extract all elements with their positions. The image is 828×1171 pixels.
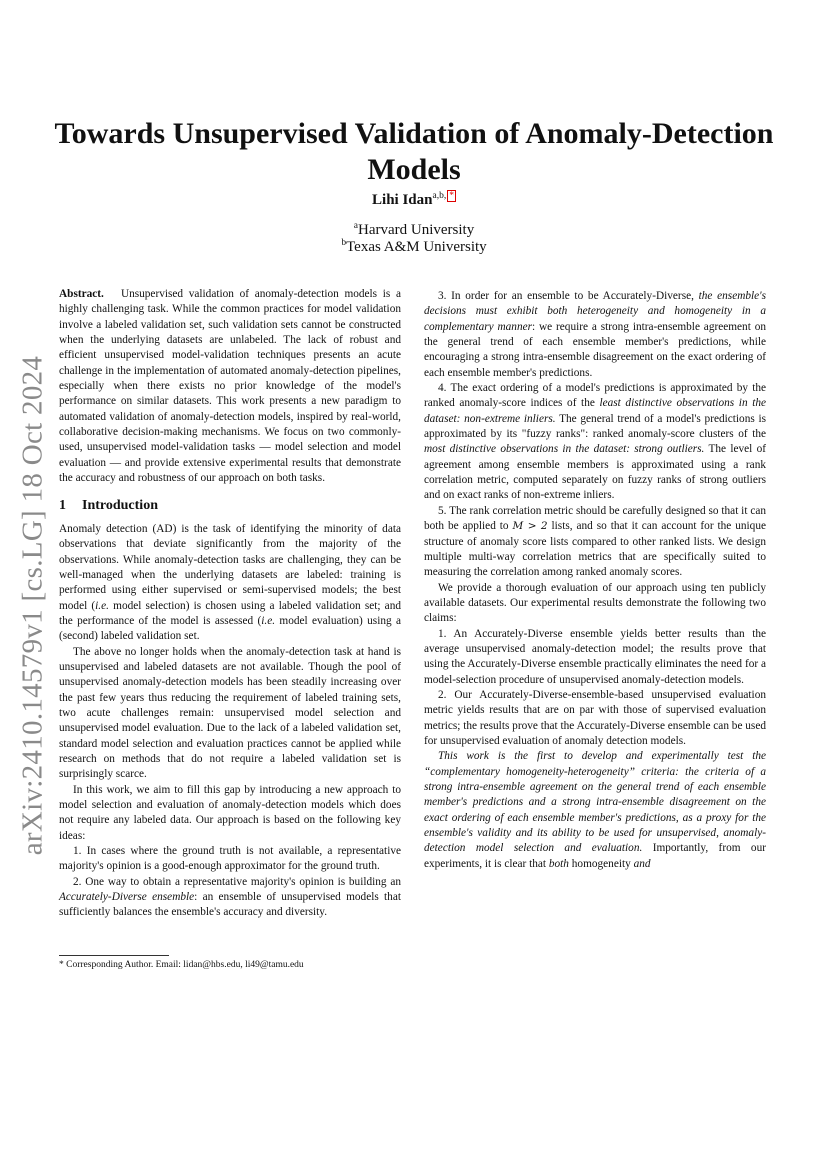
key-idea-2: 2. One way to obtain a representative majority's opinion is building an Accurately-Diverse ensemble: an ensemble of unsupervised models that sufficiently balances the ensemble's accuracy and diversity. bbox=[59, 875, 401, 919]
math-inline: M > 2 bbox=[512, 520, 548, 533]
abstract bbox=[59, 287, 401, 486]
affiliation-b-name: Texas A&M University bbox=[346, 239, 487, 255]
footnote-corresponding-author: * Corresponding Author. Email: lidan@hbs.edu, li49@tamu.edu bbox=[59, 960, 304, 970]
section-heading-introduction bbox=[59, 498, 401, 513]
author-name: Lihi Idan bbox=[372, 192, 433, 208]
key-idea-5: 5. The rank correlation metric should be carefully designed so that it can both be applied to M > 2 lists, and so that it can account for the unique structure of anomaly score lists compared to other ranked lists. We design multiple multi-way correlation metrics that are specifically suited to measuring the correlation among ranked anomaly scores. bbox=[424, 504, 766, 579]
key-idea-4: 4. The exact ordering of a model's predictions is approximated by the ranked anomaly-score indices of the least distinctive observations in the dataset: non-extreme inliers. The general trend of a model's predictions is approximated by its "fuzzy ranks": ranked anomaly-score clusters of the most distinctive observations in the dataset: strong outliers. The level of agreement among ensemble members is approximated using a rank correlation metric, computed separately on fuzzy ranks of strong outliers and on exact ranks of non-extreme inliers. bbox=[424, 382, 766, 502]
claim-2: 2. Our Accurately-Diverse-ensemble-based unsupervised evaluation metric yields results that are on par with those of supervised evaluation metrics; the results prove that the Accurately-Diverse ensemble can be used for unsupervised evaluation of anomaly detection models. bbox=[424, 688, 766, 747]
author-affil-marks: a,b, bbox=[432, 191, 447, 201]
affiliation-b bbox=[50, 238, 778, 256]
section-number: 1 bbox=[59, 498, 66, 514]
affiliation-a-mark: a bbox=[353, 221, 358, 231]
intro-paragraph-4: We provide a thorough evaluation of our approach using ten publicly available datasets. Our experimental results demonstrate the following two claims: bbox=[424, 581, 766, 625]
paper-title: Towards Unsupervised Validation of Anomaly-Detection Models bbox=[54, 117, 774, 186]
claim-1: 1. An Accurately-Diverse ensemble yields better results than the average unsupervised anomaly-detection model; the results prove that using the Accurately-Diverse ensemble practically eliminates the need for a model-selection procedure of unsupervised anomaly-detection models. bbox=[424, 627, 766, 686]
abstract-label: Abstract. bbox=[59, 288, 104, 300]
section-title: Introduction bbox=[82, 498, 158, 514]
arxiv-stamp-text: arXiv:2410.14579v1 [cs.LG] 18 Oct 2024 bbox=[16, 355, 49, 855]
affiliation-b-mark: b bbox=[341, 238, 347, 248]
left-column bbox=[59, 287, 401, 921]
key-idea-1: 1. In cases where the ground truth is not available, a representative majority's opinion is a good-enough approximator for the ground truth. bbox=[59, 845, 401, 873]
affiliation-a-name: Harvard University bbox=[358, 222, 475, 238]
intro-paragraph-2: The above no longer holds when the anomaly-detection task at hand is unsupervised and labeled datasets are not available. Though the pool of unsupervised anomaly-detection models has been steadily increasing over the past few years thus reducing the requirement of labeled training sets, two acute challenges remain: unsupervised model selection and unsupervised model evaluation. Due to the lack of a labeled validation set, standard model selection and evaluation practices cannot be applied while research on methods that do not require a labeled validation set is surprisingly scarce. bbox=[59, 645, 401, 781]
intro-paragraph-1: Anomaly detection (AD) is the task of identifying the minority of data observations that deviate significantly from the majority of the observations. While anomaly-detection tasks are challenging, they can be well-managed when the underlying datasets are labeled: training is performed using either supervised or semi-supervised models; the best model (i.e. model selection) is chosen using a labeled validation set; and the performance of the model is assessed (i.e. model evaluation) using a (second) labeled validation set. bbox=[59, 522, 401, 643]
intro-paragraph-3: In this work, we aim to fill this gap by introducing a new approach to model selection and evaluation of anomaly-detection models which does not require any labeled data. Our approach is based on the following key ideas: bbox=[59, 783, 401, 842]
corresponding-author-link[interactable]: * bbox=[449, 191, 454, 201]
intro-paragraph-5: This work is the first to develop and experimentally test the “complementary homogeneity-heterogeneity” criteria: the criteria of a strong intra-ensemble agreement on the general trend of each ensemble member's predictions and a strong intra-ensemble disagreement on the exact ordering of each ensemble member's predictions, as a proxy for the ensemble's validity and its ability to be used for unsupervised, anomaly-detection model selection and evaluation. Importantly, from our experiments, it is clear that both homogeneity and bbox=[424, 750, 766, 870]
right-column bbox=[424, 289, 766, 872]
author-line bbox=[50, 191, 778, 209]
arxiv-stamp bbox=[10, 355, 56, 855]
affiliation-a bbox=[50, 221, 778, 239]
abstract-text: Unsupervised validation of anomaly-detection models is a highly challenging task. While the common practices for model validation involve a labeled validation set, such validation sets cannot be constructed when the underlying datasets are unlabeled. The lack of robust and efficient unsupervised model-validation techniques presents an acute challenge in the implementation of automated anomaly-detection pipelines, especially when there exists no prior knowledge of the model's performance on similar datasets. This work presents a new paradigm to automated validation of anomaly-detection models, inspired by real-world, collaborative decision-making mechanisms. We focus on two commonly-used, unsupervised model-validation tasks — model selection and model evaluation — and provide extensive experimental results that demonstrate the accuracy and robustness of our approach on both tasks. bbox=[59, 288, 401, 485]
key-idea-3: 3. In order for an ensemble to be Accurately-Diverse, the ensemble's decisions must exhibit both heterogeneity and homogeneity in a complementary manner: we require a strong intra-ensemble agreement on the general trend of each ensemble member's predictions, while encouraging a strong intra-ensemble disagreement on the exact ordering of each ensemble member's predictions. bbox=[424, 290, 766, 379]
footnote-rule bbox=[59, 955, 169, 956]
